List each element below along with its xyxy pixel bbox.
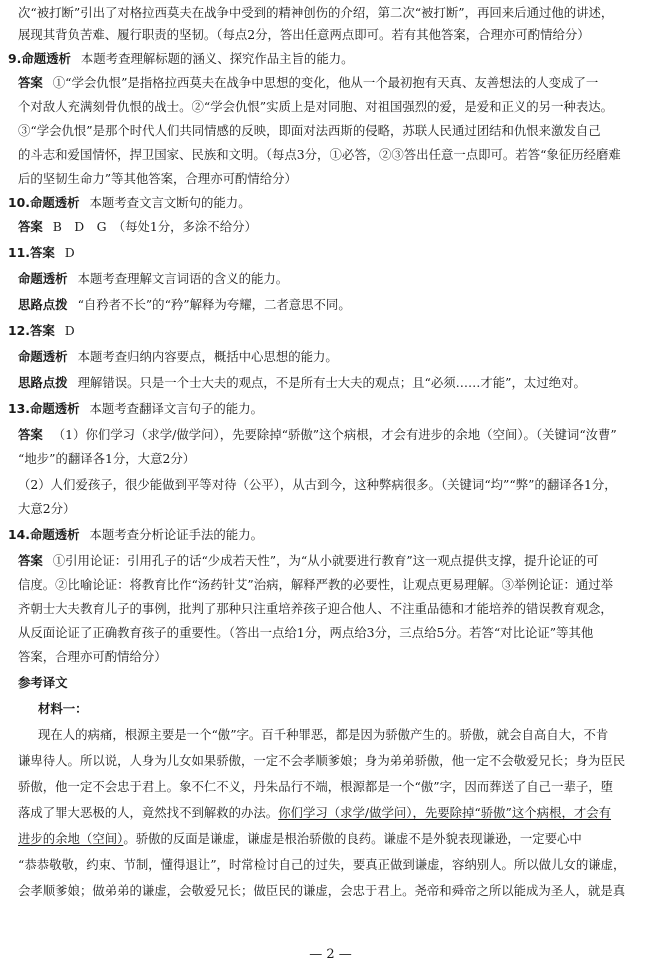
- question-14-header: [0, 524, 661, 546]
- text: 本题考查文言文断句的能力。: [89, 195, 251, 210]
- text-line: [0, 622, 661, 644]
- text: 答案，合理亦可酌情给分）: [18, 649, 167, 664]
- question-12-hint: [0, 372, 661, 394]
- answer-label: 答案: [29, 323, 55, 338]
- question-14-answer: [0, 550, 661, 572]
- page-number-text: — 2 —: [309, 947, 352, 962]
- question-number: 12.: [8, 323, 30, 338]
- text: 信度。②比喻论证：将教育比作“汤药针艾”治病，解释严教的必要性，让观点更易理解。③举例论证：通过举: [18, 577, 614, 592]
- text: 本题考查分析论证手法的能力。: [89, 527, 263, 542]
- question-number: 11.: [8, 245, 30, 260]
- hint-label: 思路点拨: [18, 375, 68, 390]
- text: “恭恭敬敬，约束、节制，懂得退让”，时常检讨自己的过失，要真正做到谦虚，容纳别人。所以做儿女的谦虚，: [18, 857, 626, 872]
- question-10-answer: [0, 216, 661, 238]
- text-line: [0, 96, 661, 118]
- answer-label: 答案: [18, 427, 43, 442]
- text: 次“被打断”引出了对格拉西莫夫在战争中受到的精神创伤的介绍，第二次“被打断”，再回来后通过他的讲述，: [18, 5, 614, 20]
- text: 本题考查归纳内容要点，概括中心思想的能力。: [77, 349, 338, 364]
- text: 的斗志和爱国情怀，捍卫国家、民族和文明。（每点3分，①必答，②③答出任意一点即可。若答“象征历经磨难: [18, 147, 621, 162]
- section-label: 命题透析: [29, 195, 80, 210]
- text-line: [0, 854, 661, 876]
- section-label: 命题透析: [21, 51, 71, 66]
- text-line: [0, 646, 661, 668]
- question-number: 13.: [8, 401, 30, 416]
- text-line: [0, 24, 661, 46]
- text-line: [0, 498, 661, 520]
- question-11-answer: [0, 242, 661, 264]
- text-line: [0, 598, 661, 620]
- question-12-answer: [0, 320, 661, 342]
- text-line: [0, 448, 661, 470]
- text-line: [0, 724, 661, 746]
- text-line: [0, 474, 661, 496]
- question-13-header: [0, 398, 661, 420]
- text: 本题考查理解文言词语的含义的能力。: [77, 271, 289, 286]
- question-number: 9.: [8, 51, 22, 66]
- text: 本题考查理解标题的涵义、探究作品主旨的能力。: [80, 51, 354, 66]
- section-label: 命题透析: [29, 401, 80, 416]
- text-line: [0, 574, 661, 596]
- underlined-text: 进步的余地（空间）: [18, 831, 124, 846]
- question-9-answer: [0, 72, 661, 94]
- answer-label: 答案: [18, 75, 43, 90]
- text-line: [0, 828, 661, 850]
- text: 从反面论证了正确教育孩子的重要性。（答出一点给1分，两点给3分，三点给5分。若答“对比论证”等其他: [18, 625, 594, 640]
- text-line: [0, 802, 661, 824]
- underlined-text: 你们学习（求学/做学问），先要除掉“骄傲”这个病根，才会有: [278, 805, 612, 820]
- text-line: [0, 120, 661, 142]
- section-label: 命题透析: [18, 349, 68, 364]
- question-number: 10.: [8, 195, 30, 210]
- text: D: [64, 323, 75, 338]
- text: 。骄傲的反面是谦虚，谦虚是根治骄傲的良药。谦虚不是外貌表现谦逊，一定要心中: [123, 831, 582, 846]
- question-10-header: [0, 192, 661, 214]
- question-9-header: [0, 48, 661, 70]
- question-13-answer: [0, 424, 661, 446]
- text: 后的坚韧生命力”等其他答案，合理亦可酌情给分）: [18, 171, 297, 186]
- text-line: [0, 750, 661, 772]
- question-11-header: [0, 268, 661, 290]
- hint-label: 思路点拨: [18, 297, 68, 312]
- question-12-header: [0, 346, 661, 368]
- text: 骄傲，他一定不会忠于君上。象不仁不义，丹朱品行不端，根源都是一个“傲”字，因而葬送了自己一辈子，堕: [18, 779, 614, 794]
- text: ③“学会仇恨”是那个时代人们共同情感的反映，即面对法西斯的侵略，苏联人民通过团结和仇恨来激发自己: [18, 123, 601, 138]
- text: （2）人们爱孩子，很少能做到平等对待（公平），从古到今，这种弊病很多。（关键词“均”“弊”的翻译各1分，: [18, 477, 617, 492]
- section-label: 命题透析: [29, 527, 80, 542]
- text: ①“学会仇恨”是指格拉西莫夫在战争中思想的变化，他从一个最初抱有天真、友善想法的人变成了一: [52, 75, 599, 90]
- text: D: [64, 245, 75, 260]
- text-line: [0, 880, 661, 902]
- text: 理解错误。只是一个士大夫的观点，不是所有士大夫的观点；且“必须……才能”，太过绝对。: [77, 375, 586, 390]
- section-label: 命题透析: [18, 271, 68, 286]
- text: 会孝顺爹娘；做弟弟的谦虚，会敬爱兄长；做臣民的谦虚，会忠于君上。尧帝和舜帝之所以能成为圣人，就是真: [18, 883, 626, 898]
- answer-label: 答案: [29, 245, 55, 260]
- text: （1）你们学习（求学/做学问），先要除掉“骄傲”这个病根，才会有进步的余地（空间）。（关键词“汝曹”: [52, 427, 617, 442]
- text: “自矜者不长”的“矜”解释为夸耀，二者意思不同。: [77, 297, 351, 312]
- text: 展现其背负苦难、履行职责的坚韧。（每点2分，答出任意两点即可。若有其他答案，合理亦可酌情给分）: [18, 27, 590, 42]
- text-line: [0, 776, 661, 798]
- text-line: [0, 168, 661, 190]
- text-line: [0, 2, 661, 24]
- text: B D G （每处1分，多涂不给分）: [52, 219, 257, 234]
- text: 谦卑待人。所以说，人身为儿女如果骄傲，一定不会孝顺爹娘；身为弟弟骄傲，他一定不会敬爱兄长；身为臣民: [18, 753, 626, 768]
- text: “地步”的翻译各1分，大意2分）: [18, 451, 196, 466]
- answer-label: 答案: [18, 219, 43, 234]
- text: 现在人的病痛，根源主要是一个“傲”字。百千种罪恶，都是因为骄傲产生的。骄傲，就会自高自大，不肯: [38, 727, 609, 742]
- text: 齐朝士大夫教育儿子的事例，批判了那种只注重培养孩子迎合他人、不注重品德和才能培养的错误教育观念，: [18, 601, 613, 616]
- text-line: [0, 144, 661, 166]
- text: 本题考查翻译文言句子的能力。: [89, 401, 263, 416]
- answer-label: 答案: [18, 553, 43, 568]
- section-heading: [0, 672, 661, 694]
- text: ①引用论证：引用孔子的话“少成若天性”，为“从小就要进行教育”这一观点提供支撑，提升论证的可: [52, 553, 599, 568]
- material-heading: [0, 698, 661, 720]
- question-11-hint: [0, 294, 661, 316]
- reference-title: 参考译文: [18, 675, 68, 690]
- text: 大意2分）: [18, 501, 76, 516]
- text: 个对敌人充满刻骨仇恨的战士。②“学会仇恨”实质上是对同胞、对祖国强烈的爱，是爱和正义的另一种表达。: [18, 99, 614, 114]
- page-number: [0, 944, 661, 966]
- question-number: 14.: [8, 527, 30, 542]
- material-label: 材料一：: [38, 701, 88, 716]
- text: 落成了罪大恶极的人，竟然找不到解救的办法。: [18, 805, 279, 820]
